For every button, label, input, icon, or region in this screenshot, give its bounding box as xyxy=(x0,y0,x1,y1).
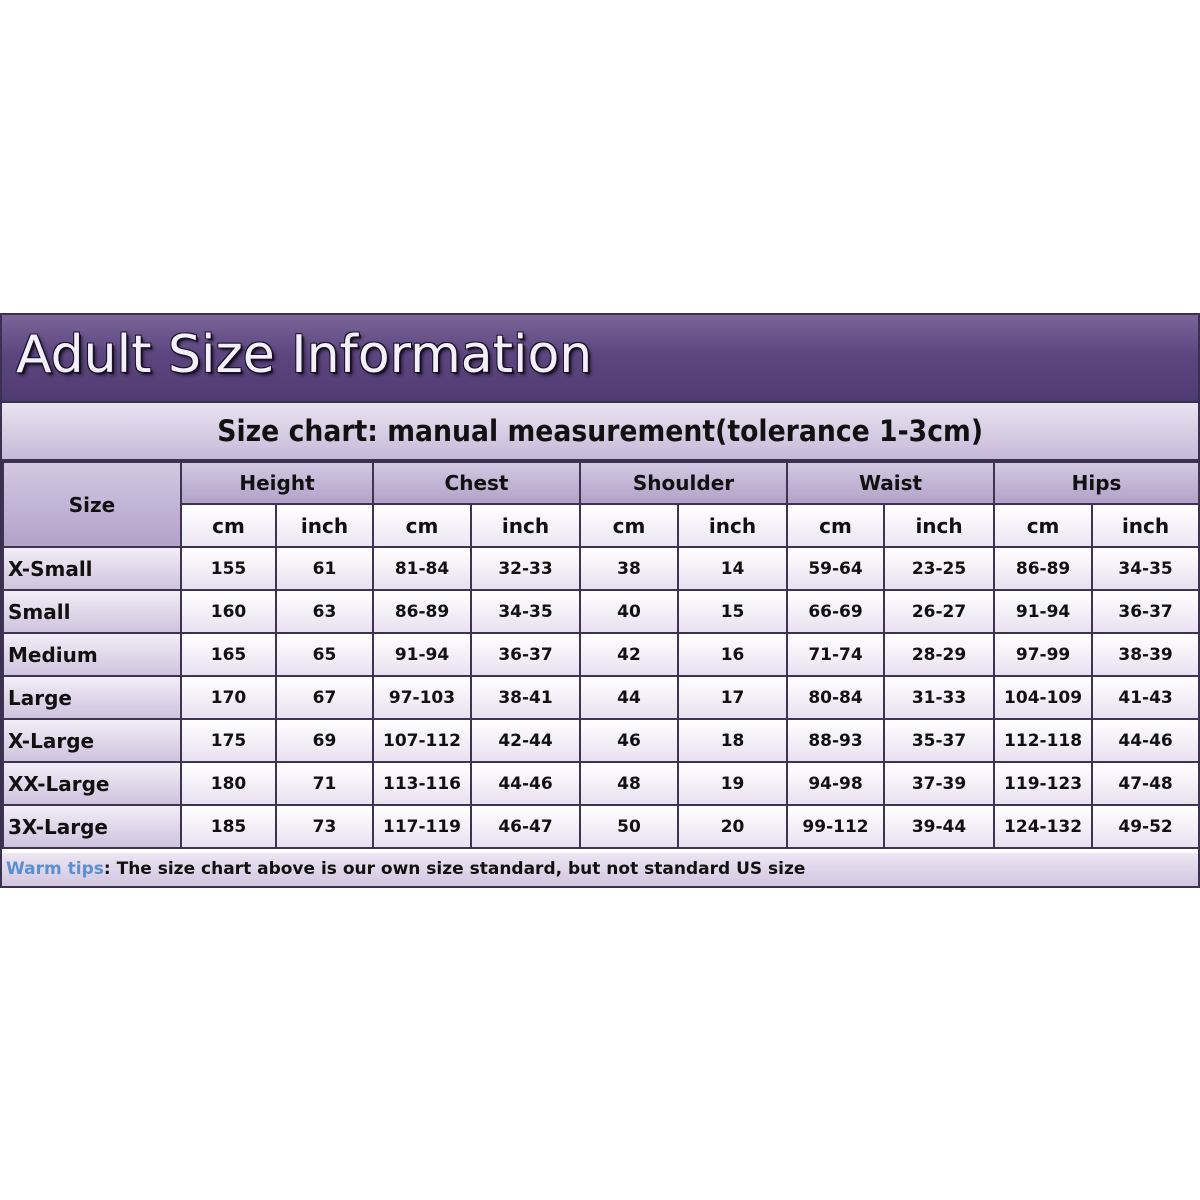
table-cell: 107-112 xyxy=(373,719,471,762)
table-cell: 31-33 xyxy=(884,676,994,719)
table-cell: 18 xyxy=(678,719,787,762)
table-cell: 175 xyxy=(181,719,276,762)
size-label: X-Small xyxy=(3,547,181,590)
unit-header: cm xyxy=(373,504,471,547)
unit-header: cm xyxy=(580,504,678,547)
table-cell: 50 xyxy=(580,805,678,848)
unit-header-row xyxy=(3,504,1199,547)
table-cell: 41-43 xyxy=(1092,676,1199,719)
size-table xyxy=(2,461,1200,849)
table-cell: 34-35 xyxy=(1092,547,1199,590)
unit-header: inch xyxy=(884,504,994,547)
group-header-shoulder: Shoulder xyxy=(580,462,787,504)
table-cell: 91-94 xyxy=(373,633,471,676)
group-header-row xyxy=(3,462,1199,504)
table-cell: 71 xyxy=(276,762,373,805)
warm-tips-footer xyxy=(2,853,1198,886)
table-cell: 17 xyxy=(678,676,787,719)
warm-tips-text: : The size chart above is our own size standard, but not standard US size xyxy=(103,859,806,879)
table-cell: 69 xyxy=(276,719,373,762)
table-cell: 26-27 xyxy=(884,590,994,633)
title-bar xyxy=(2,315,1198,403)
table-cell: 42-44 xyxy=(471,719,580,762)
unit-header: inch xyxy=(471,504,580,547)
table-cell: 47-48 xyxy=(1092,762,1199,805)
group-header-height: Height xyxy=(181,462,373,504)
table-row xyxy=(3,719,1199,762)
table-cell: 97-99 xyxy=(994,633,1092,676)
unit-header: cm xyxy=(181,504,276,547)
table-cell: 61 xyxy=(276,547,373,590)
unit-header: inch xyxy=(1092,504,1199,547)
table-cell: 97-103 xyxy=(373,676,471,719)
table-cell: 170 xyxy=(181,676,276,719)
table-cell: 66-69 xyxy=(787,590,884,633)
unit-header: inch xyxy=(276,504,373,547)
table-cell: 80-84 xyxy=(787,676,884,719)
table-cell: 39-44 xyxy=(884,805,994,848)
size-label: XX-Large xyxy=(3,762,181,805)
table-cell: 180 xyxy=(181,762,276,805)
table-row xyxy=(3,547,1199,590)
table-row xyxy=(3,805,1199,848)
table-cell: 35-37 xyxy=(884,719,994,762)
unit-header: cm xyxy=(994,504,1092,547)
table-cell: 112-118 xyxy=(994,719,1092,762)
table-cell: 40 xyxy=(580,590,678,633)
table-cell: 36-37 xyxy=(471,633,580,676)
table-cell: 86-89 xyxy=(994,547,1092,590)
table-cell: 99-112 xyxy=(787,805,884,848)
table-row xyxy=(3,590,1199,633)
table-cell: 38 xyxy=(580,547,678,590)
table-cell: 155 xyxy=(181,547,276,590)
table-row xyxy=(3,633,1199,676)
table-cell: 124-132 xyxy=(994,805,1092,848)
table-cell: 48 xyxy=(580,762,678,805)
table-cell: 63 xyxy=(276,590,373,633)
table-cell: 20 xyxy=(678,805,787,848)
table-cell: 94-98 xyxy=(787,762,884,805)
table-cell: 38-41 xyxy=(471,676,580,719)
table-cell: 36-37 xyxy=(1092,590,1199,633)
table-cell: 119-123 xyxy=(994,762,1092,805)
table-cell: 185 xyxy=(181,805,276,848)
table-cell: 86-89 xyxy=(373,590,471,633)
chart-title: Adult Size Information xyxy=(16,325,593,385)
group-header-chest: Chest xyxy=(373,462,580,504)
table-cell: 28-29 xyxy=(884,633,994,676)
table-row xyxy=(3,676,1199,719)
table-cell: 73 xyxy=(276,805,373,848)
table-cell: 46-47 xyxy=(471,805,580,848)
table-cell: 67 xyxy=(276,676,373,719)
table-cell: 38-39 xyxy=(1092,633,1199,676)
table-cell: 44-46 xyxy=(1092,719,1199,762)
table-cell: 104-109 xyxy=(994,676,1092,719)
table-cell: 14 xyxy=(678,547,787,590)
table-cell: 42 xyxy=(580,633,678,676)
group-header-hips: Hips xyxy=(994,462,1199,504)
group-header-waist: Waist xyxy=(787,462,994,504)
table-cell: 113-116 xyxy=(373,762,471,805)
table-cell: 117-119 xyxy=(373,805,471,848)
table-cell: 160 xyxy=(181,590,276,633)
table-cell: 49-52 xyxy=(1092,805,1199,848)
unit-header: inch xyxy=(678,504,787,547)
table-row xyxy=(3,762,1199,805)
table-cell: 46 xyxy=(580,719,678,762)
table-cell: 19 xyxy=(678,762,787,805)
table-cell: 34-35 xyxy=(471,590,580,633)
table-cell: 91-94 xyxy=(994,590,1092,633)
size-column-header: Size xyxy=(3,462,181,547)
size-label: X-Large xyxy=(3,719,181,762)
table-cell: 88-93 xyxy=(787,719,884,762)
size-chart xyxy=(0,313,1200,888)
size-label: 3X-Large xyxy=(3,805,181,848)
table-cell: 59-64 xyxy=(787,547,884,590)
unit-header: cm xyxy=(787,504,884,547)
table-cell: 81-84 xyxy=(373,547,471,590)
table-cell: 16 xyxy=(678,633,787,676)
subtitle-bar xyxy=(2,403,1198,461)
table-cell: 165 xyxy=(181,633,276,676)
table-cell: 71-74 xyxy=(787,633,884,676)
table-cell: 23-25 xyxy=(884,547,994,590)
table-cell: 44-46 xyxy=(471,762,580,805)
size-label: Small xyxy=(3,590,181,633)
size-label: Large xyxy=(3,676,181,719)
chart-subtitle: Size chart: manual measurement(tolerance 1-3cm) xyxy=(217,414,983,448)
table-cell: 44 xyxy=(580,676,678,719)
table-cell: 37-39 xyxy=(884,762,994,805)
size-label: Medium xyxy=(3,633,181,676)
table-cell: 15 xyxy=(678,590,787,633)
table-cell: 32-33 xyxy=(471,547,580,590)
table-cell: 65 xyxy=(276,633,373,676)
warm-tips-label: Warm tips xyxy=(6,859,104,879)
